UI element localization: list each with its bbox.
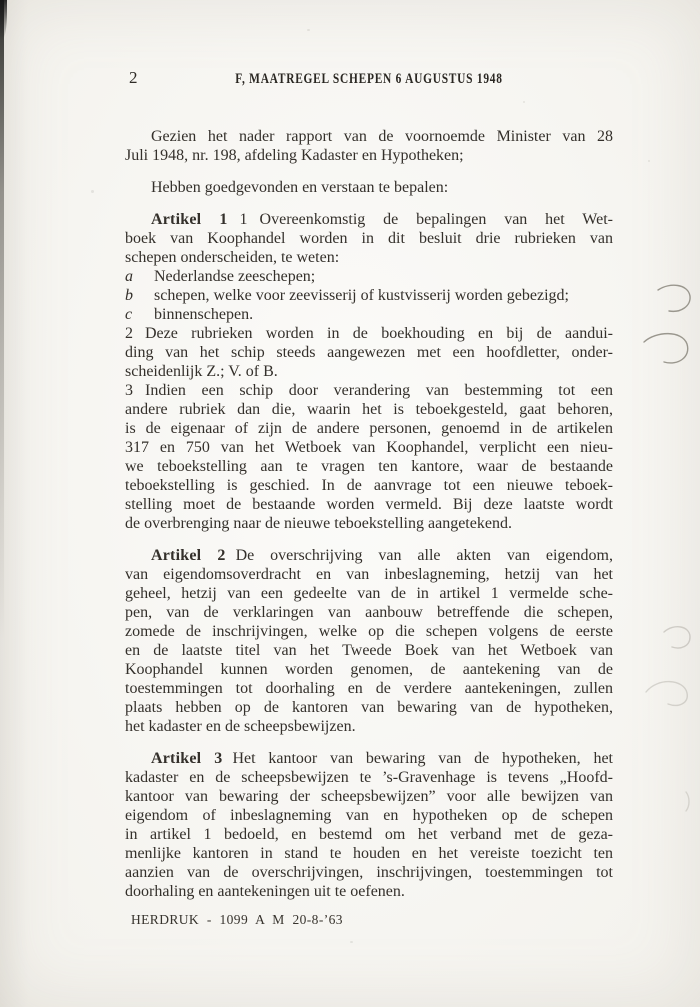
text-run: kantoor van bewaring der scheepsbewijzen” voor alle bewijzen van — [125, 788, 613, 805]
text-run: 3 — [125, 382, 133, 399]
text-run: het kadaster en de scheepsbewijzen. — [125, 718, 356, 735]
text-run: zomede de inschrijvingen, welke op die schepen volgens de eerste — [125, 623, 613, 640]
text-line — [125, 127, 613, 146]
text-line — [125, 146, 613, 165]
text-line — [125, 622, 613, 641]
paper-speck — [307, 29, 310, 31]
text-line — [125, 419, 613, 438]
scan-edge-streak — [0, 0, 4, 640]
text-line — [125, 343, 613, 362]
paragraph-artikel-3 — [125, 749, 613, 901]
text-run: we teboekstelling aan te vragen ten kantore, waar de bestaande — [125, 458, 613, 475]
text-run: teboekstelling is geschied. In de aanvrage tot een nieuwe teboek- — [125, 477, 613, 494]
paper-speck — [350, 941, 353, 943]
text-line — [125, 844, 613, 863]
text-run: plaats hebben op de kantoren van bewaring van de hypotheken, — [125, 699, 613, 716]
margin-hook-mark-faint — [646, 682, 687, 706]
text-run: menlijke kantoren in stand te houden en het vereiste toezicht ten — [125, 845, 613, 862]
text-line — [125, 400, 613, 419]
text-run: Hebben goedgevonden en verstaan te bepalen: — [151, 179, 449, 196]
text-run: Het kantoor van bewaring van de hypotheken, het — [232, 750, 613, 767]
text-line — [125, 438, 613, 457]
text-run: is de eigenaar of zijn de andere personen, genoemd in de artikelen — [125, 420, 613, 437]
text-line — [125, 717, 613, 736]
margin-hook-mark-faint — [664, 627, 690, 648]
text-line — [125, 641, 613, 660]
text-run: Deze rubrieken worden in de boekhouding en bij de aandui- — [145, 325, 613, 342]
running-header: F, MAATREGEL SCHEPEN 6 AUGUSTUS 1948 — [235, 71, 503, 87]
text-run: schepen onderscheiden, te weten: — [125, 249, 340, 266]
text-line — [125, 584, 613, 603]
list-letter: b — [125, 287, 133, 304]
text-line — [125, 495, 613, 514]
paper-speck — [648, 160, 650, 162]
text-line — [125, 362, 613, 381]
text-run: binnenschepen. — [154, 306, 254, 323]
text-line — [125, 210, 613, 229]
text-run: 2 — [125, 325, 133, 342]
text-line — [125, 698, 613, 717]
text-run: andere rubriek dan die, waarin het is teboekgesteld, gaat behoren, — [125, 401, 613, 418]
margin-tick-mark — [686, 792, 689, 811]
text-run: pen, van de verklaringen van aanbouw betreffende die schepen, — [125, 604, 613, 621]
text-run: Nederlandse zeeschepen; — [154, 268, 316, 285]
text-run: aanzien van de overschrijvingen, inschrijvingen, toestemmingen tot — [125, 864, 613, 881]
paragraph-aanhef — [125, 178, 613, 197]
text-run: en de laatste titel van het Tweede Boek van het Wetboek van — [125, 642, 613, 659]
paper-speck — [523, 101, 525, 103]
text-run: geheel, hetzij van een gedeelte van de in artikel 1 vermelde sche- — [125, 585, 613, 602]
text-run: kadaster en de scheepsbewijzen te ’s-Gravenhage is tevens „Hoofd- — [125, 769, 613, 786]
text-line — [125, 546, 613, 565]
text-run: Indien een schip door verandering van bestemming tot een — [145, 382, 613, 399]
artikel-label: Artikel 1 — [151, 211, 228, 228]
paragraph-considerans — [125, 127, 613, 165]
text-run: Overeenkomstig de bepalingen van het Wet- — [259, 211, 613, 228]
imprint-footer: HERDRUK - 1099 A M 20-8-’63 — [131, 912, 343, 927]
text-run: Koophandel kunnen worden genomen, de aantekening van de — [125, 661, 613, 678]
text-line — [125, 768, 613, 787]
list-letter: a — [125, 268, 133, 285]
text-line — [125, 660, 613, 679]
text-run: schepen, welke voor zeevisserij of kustvisserij worden gebezigd; — [154, 287, 569, 304]
artikel-label: Artikel 3 — [151, 750, 223, 767]
text-line — [125, 324, 613, 343]
text-run: 317 en 750 van het Wetboek van Koophandel, verplicht een nieu- — [125, 439, 613, 456]
text-column — [125, 127, 613, 901]
text-line — [125, 514, 613, 533]
text-run: de overbrenging naar de nieuwe teboekstelling aangetekend. — [125, 515, 512, 532]
text-line — [125, 476, 613, 495]
text-run: De overschrijving van alle akten van eigendom, — [235, 547, 613, 564]
text-run: van eigendomsoverdracht en van inbeslagneming, hetzij van het — [125, 566, 613, 583]
text-line — [125, 248, 613, 267]
text-line — [125, 749, 613, 768]
text-run: stelling moet de bestaande worden vermeld. Bij deze laatste wordt — [125, 496, 613, 513]
artikel-label: Artikel 2 — [151, 547, 226, 564]
text-line — [125, 787, 613, 806]
text-line — [125, 565, 613, 584]
paper-speck — [91, 190, 94, 193]
text-run: toestemmingen tot doorhaling en de verdere aantekeningen, zullen — [125, 680, 613, 697]
margin-hook-mark — [658, 285, 690, 311]
text-line — [125, 229, 613, 248]
text-line — [125, 863, 613, 882]
text-line — [125, 603, 613, 622]
text-run: eigendom of inbeslagneming van en hypotheken op de schepen — [125, 807, 613, 824]
text-run: 1 — [239, 211, 248, 228]
list-letter: c — [125, 306, 133, 323]
text-line — [125, 679, 613, 698]
text-run: ding van het schip steeds aangewezen met een hoofdletter, onder- — [125, 344, 613, 361]
text-line — [125, 267, 613, 286]
text-run: Gezien het nader rapport van de voornoemde Minister van 28 — [151, 128, 613, 145]
text-line — [125, 381, 613, 400]
text-line — [125, 286, 613, 305]
page-number: 2 — [129, 68, 138, 87]
text-run: scheidenlijk Z.; V. of B. — [125, 363, 278, 380]
text-line — [125, 882, 613, 901]
text-run: boek van Koophandel worden in dit besluit drie rubrieken van — [125, 230, 613, 247]
text-line — [125, 825, 613, 844]
text-line — [125, 178, 613, 197]
scan-edge-blob — [0, 0, 7, 40]
text-line — [125, 457, 613, 476]
text-run: in artikel 1 bedoeld, en bestemd om het verband met de geza- — [125, 826, 613, 843]
text-run: doorhaling en aantekeningen uit te oefenen. — [125, 883, 405, 900]
text-run: Juli 1948, nr. 198, afdeling Kadaster en Hypotheken; — [125, 147, 464, 164]
text-line — [125, 806, 613, 825]
text-line — [125, 305, 613, 324]
paragraph-artikel-1 — [125, 210, 613, 533]
margin-hook-mark — [644, 334, 688, 363]
paragraph-artikel-2 — [125, 546, 613, 736]
